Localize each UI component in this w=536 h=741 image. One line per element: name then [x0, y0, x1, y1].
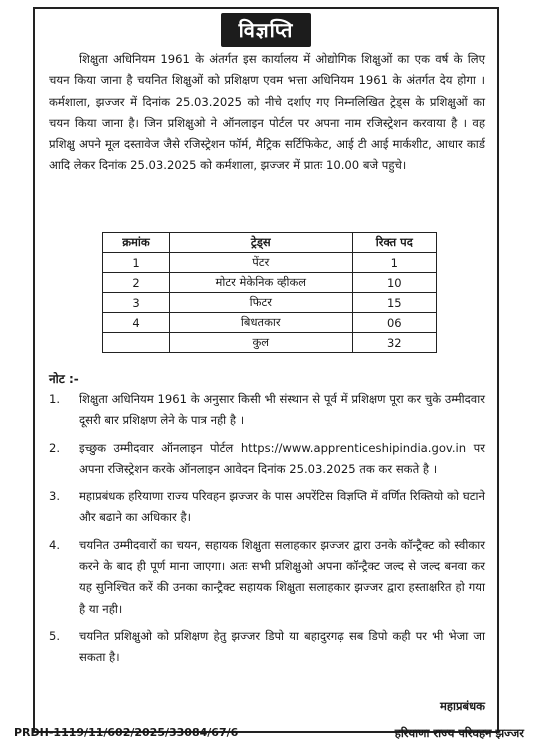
notes-list — [49, 389, 485, 675]
cell-trade: पेंटर — [169, 253, 352, 273]
cell-serial — [103, 333, 170, 353]
cell-vacancies: 06 — [352, 313, 436, 333]
table-row — [103, 313, 437, 333]
signatory: महाप्रबंधक — [440, 699, 485, 713]
cell-vacancies: 1 — [352, 253, 436, 273]
list-item — [49, 535, 485, 620]
cell-total-label: कुल — [169, 333, 352, 353]
col-vacancies: रिक्त पद — [352, 233, 436, 253]
table-total-row — [103, 333, 437, 353]
cell-serial: 4 — [103, 313, 170, 333]
cell-trade: फिटर — [169, 293, 352, 313]
cell-total-value: 32 — [352, 333, 436, 353]
note-number: 3. — [49, 489, 61, 504]
col-serial: क्रमांक — [103, 233, 170, 253]
vacancy-table — [102, 232, 437, 353]
note-text: शिक्षुता अधिनियम 1961 के अनुसार किसी भी संस्थान से पूर्व में प्रशिक्षण पूरा कर चुके उम्मीदवार दूसरी बार प्रशिक्षण लेने के पात्र नही है । — [79, 392, 485, 428]
table-row — [103, 253, 437, 273]
col-trade: ट्रेड्स — [169, 233, 352, 253]
list-item — [49, 389, 485, 432]
note-text: चयनित प्रशिक्षुओ को प्रशिक्षण हेतु झज्जर डिपो या बहादुरगढ़ सब डिपो कही पर भी भेजा जा सकता है। — [79, 628, 485, 665]
note-heading: नोट :- — [49, 372, 79, 386]
list-item — [49, 626, 485, 669]
cell-serial: 2 — [103, 273, 170, 293]
notice-title: विज्ञप्ति — [221, 13, 312, 47]
reference-number: PRDH-1119/11/602/2025/33084/67/6 — [14, 726, 239, 739]
notice-intro: शिक्षुता अधिनियम 1961 के अंतर्गत इस कार्यालय में ओद्योगिक शिक्षुओं का एक वर्ष के लिए चयन किया जाना है चयनित शिक्षुओं को प्रशिक्षण एवम भत्ता अधिनियम 1961 के अंतर्गत देय होगा । कर्मशाला, झज्जर में दिनांक 25.03.2025 को नीचे दर्शाए गए निम्नलिखित ट्रेड्स के प्रशिक्षुओं का चयन किया जाना है। जिन प्रशिक्षुओ ने ऑनलाइन पोर्टल पर अपना नाम रजिस्ट्रेशन करवाया है । वह प्रशिक्षु अपने मूल दस्तावेज जैसे रजिस्ट्रेशन फॉर्म, मैट्रिक सर्टिफिकेट, आई टी आई मार्कशीट, आधार कार्ड आदि लेकर दिनांक 25.03.2025 को कर्मशाला, झज्जर में प्रातः 10.00 बजे पहुचे। — [49, 52, 485, 173]
cell-trade: मोटर मेकेनिक व्हीकल — [169, 273, 352, 293]
cell-vacancies: 15 — [352, 293, 436, 313]
cell-serial: 1 — [103, 253, 170, 273]
list-item — [49, 486, 485, 529]
table-header-row — [103, 233, 437, 253]
table-row — [103, 273, 437, 293]
note-number: 2. — [49, 440, 61, 455]
note-text: चयनित उम्मीदवारों का चयन, सहायक शिक्षुता सलाहकार झज्जर द्वारा उनके कॉन्ट्रैक्ट को स्वीकार करने के बाद ही पूर्ण माना जाएगा। अतः सभी प्रशिक्षुओ अपना कॉन्ट्रैक्ट जल्द से जल्द बनवा कर यह सुनिश्चित करें की उनका कान्ट्रैक्ट सहायक शिक्षुता सलाहकार झज्जर द्वारा हस्ताक्षरित हो गया है या नही। — [79, 537, 485, 616]
notice-frame — [33, 7, 499, 733]
note-number: 5. — [49, 628, 61, 643]
department-name: हरियाणा राज्य परिवहन झज्जर — [394, 726, 524, 740]
cell-serial: 3 — [103, 293, 170, 313]
cell-trade: बिधतकार — [169, 313, 352, 333]
list-item — [49, 438, 485, 481]
table-row — [103, 293, 437, 313]
note-number: 1. — [49, 392, 61, 406]
note-number: 4. — [49, 537, 61, 552]
note-text: इच्छुक उम्मीदवार ऑनलाइन पोर्टल https://www.apprenticeshipindia.gov.in पर अपना रजिस्ट्रेशन करके ऑनलाइन आवेदन दिनांक 25.03.2025 तक कर सकते है । — [79, 440, 485, 476]
note-text: महाप्रबंधक हरियाणा राज्य परिवहन झज्जर के पास अपरेंटिस विज्ञप्ति में वर्णित रिक्तियो को घटाने और बढाने का अधिकार है। — [79, 489, 485, 525]
cell-vacancies: 10 — [352, 273, 436, 293]
